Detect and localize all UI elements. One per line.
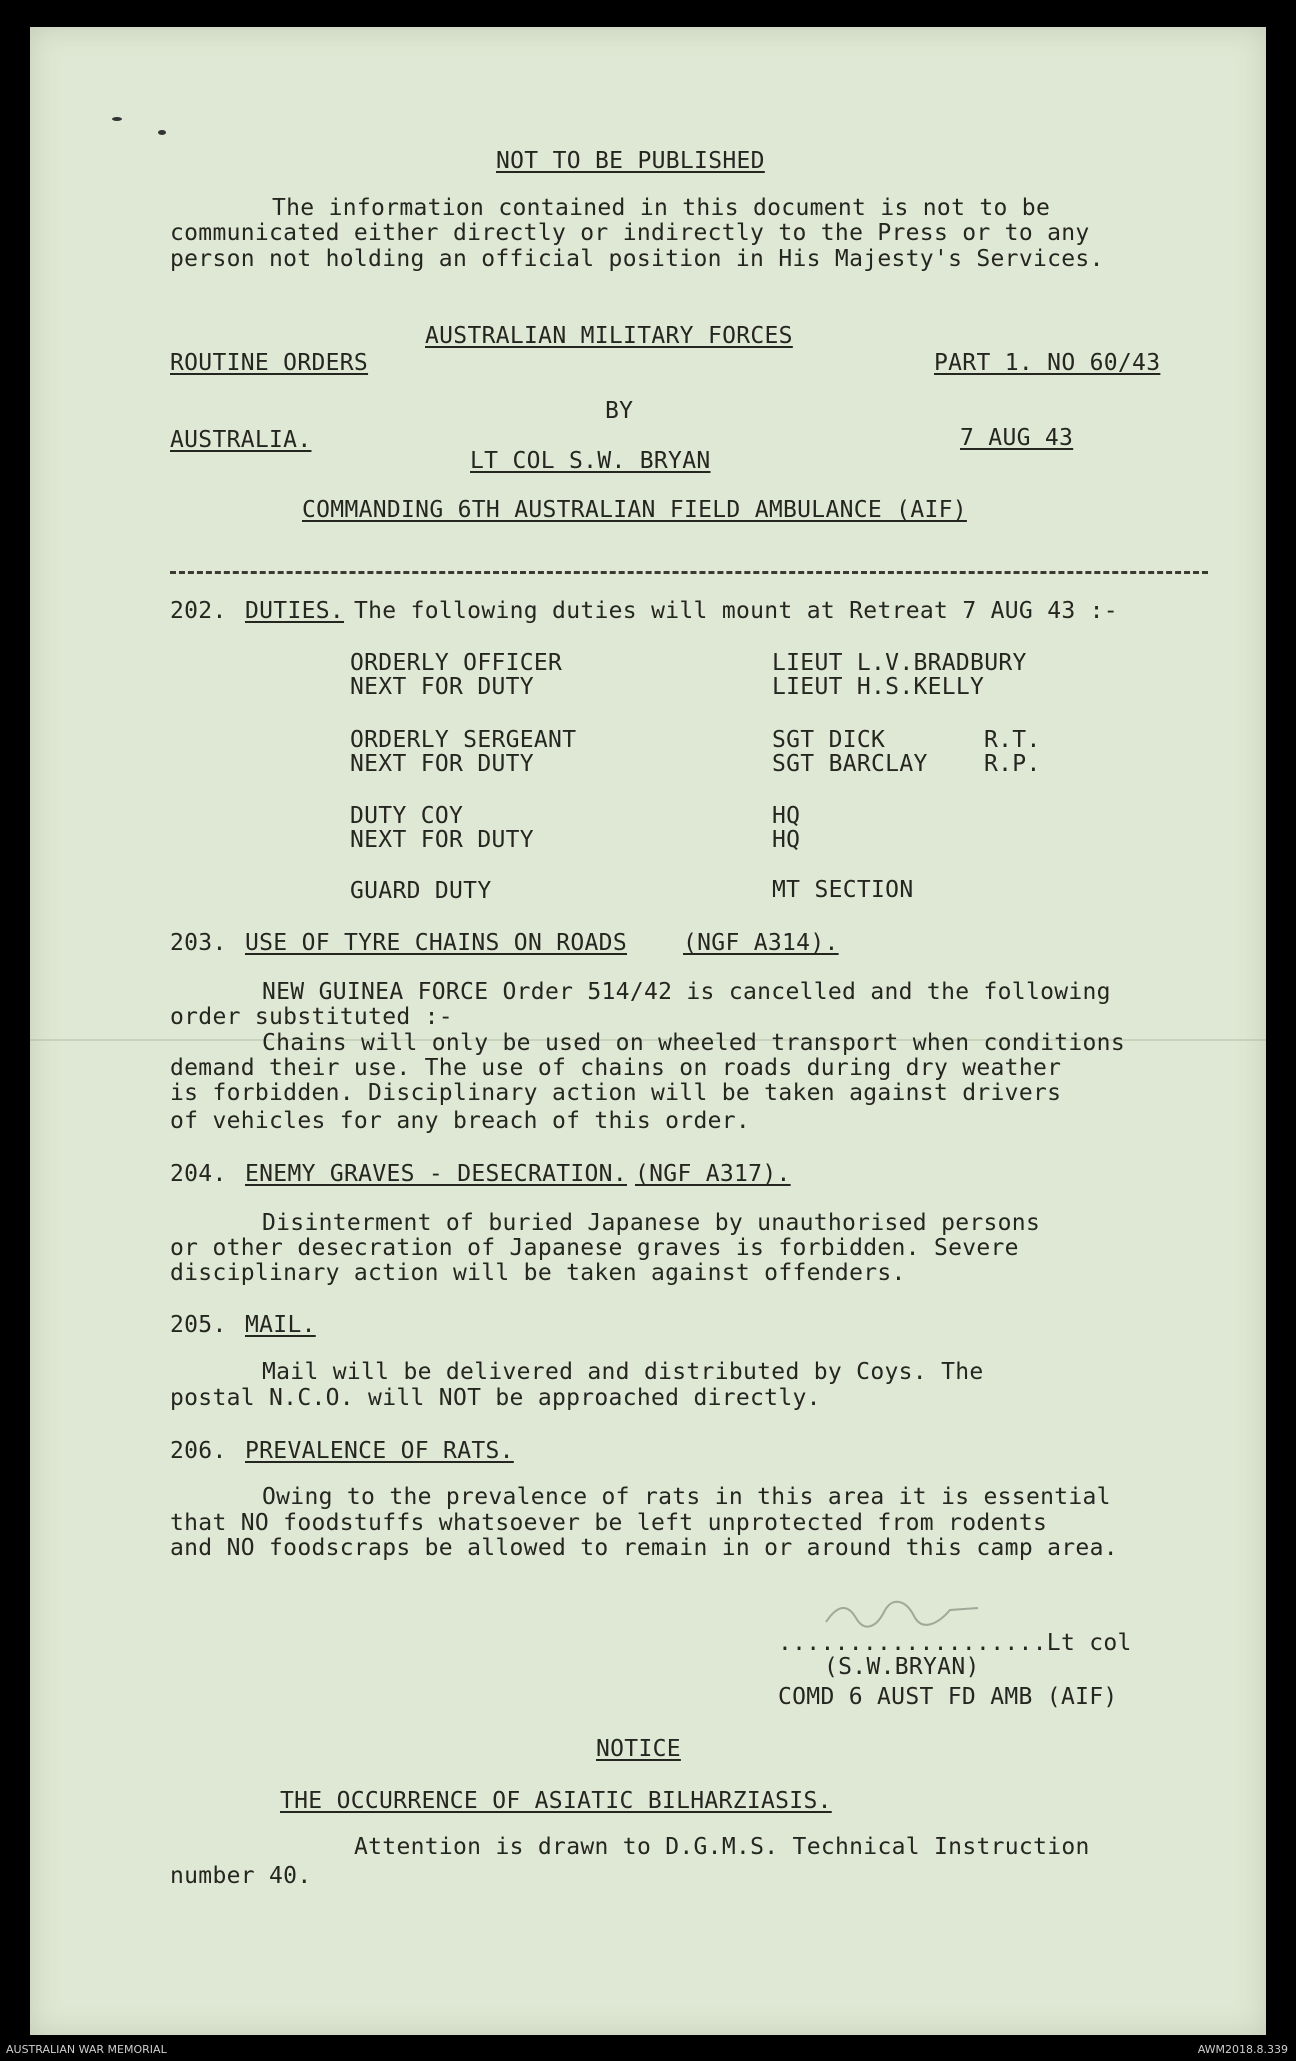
order-text: order substituted :-: [170, 1004, 453, 1030]
order-heading: DUTIES.: [245, 598, 345, 624]
signatory-name: (S.W.BRYAN): [824, 1654, 980, 1680]
restriction-line: The information contained in this document is not to be: [272, 195, 1051, 221]
order-text: disciplinary action will be taken against offenders.: [170, 1260, 906, 1286]
order-text: Owing to the prevalence of rats in this area it is essential: [262, 1484, 1111, 1510]
order-text: that NO foodstuffs whatsoever be left unprotected from rodents: [170, 1510, 1048, 1536]
order-text: is forbidden. Disciplinary action will be taken against drivers: [170, 1080, 1062, 1106]
restriction-line: person not holding an official position in His Majesty's Services.: [170, 246, 1104, 272]
duty-label: ORDERLY SERGEANT: [350, 727, 577, 753]
order-text: of vehicles for any breach of this order.: [170, 1108, 751, 1134]
notice-heading: NOTICE: [596, 1736, 681, 1762]
order-intro: The following duties will mount at Retreat 7 AUG 43 :-: [354, 598, 1118, 624]
order-text: Mail will be delivered and distributed by Coys. The: [262, 1359, 984, 1385]
duty-value: MT SECTION: [772, 877, 914, 903]
order-reference: (NGF A314).: [683, 930, 839, 956]
duty-value: SGT BARCLAY: [772, 751, 928, 777]
officer-name: LT COL S.W. BRYAN: [470, 448, 711, 474]
duty-extra: R.T.: [984, 727, 1041, 753]
order-text: or other desecration of Japanese graves is forbidden. Severe: [170, 1235, 1019, 1261]
order-type: ROUTINE ORDERS: [170, 350, 369, 376]
punch-mark: [112, 117, 122, 121]
order-date: 7 AUG 43: [960, 425, 1074, 451]
duty-value: LIEUT L.V.BRADBURY: [772, 650, 1027, 676]
organisation: AUSTRALIAN MILITARY FORCES: [425, 323, 793, 349]
section-divider: [170, 571, 1208, 574]
duty-label: GUARD DUTY: [350, 878, 492, 904]
order-heading: USE OF TYRE CHAINS ON ROADS: [245, 930, 627, 956]
footer-accession: AWM2018.8.339: [1197, 2043, 1288, 2056]
command-line: COMMANDING 6TH AUSTRALIAN FIELD AMBULANCE (AIF): [302, 497, 967, 523]
order-text: Chains will only be used on wheeled transport when conditions: [262, 1030, 1125, 1056]
duty-label: ORDERLY OFFICER: [350, 650, 563, 676]
restriction-line: communicated either directly or indirectly to the Press or to any: [170, 220, 1090, 246]
order-text: Disinterment of buried Japanese by unauthorised persons: [262, 1210, 1041, 1236]
duty-label: NEXT FOR DUTY: [350, 827, 534, 853]
order-heading: PREVALENCE OF RATS.: [245, 1438, 514, 1464]
by-line: BY: [605, 398, 634, 424]
notice-text: Attention is drawn to D.G.M.S. Technical Instruction: [354, 1834, 1090, 1860]
order-text: NEW GUINEA FORCE Order 514/42 is cancelled and the following: [262, 979, 1111, 1005]
order-heading: MAIL.: [245, 1312, 316, 1338]
duty-value: LIEUT H.S.KELLY: [772, 674, 985, 700]
duty-label: DUTY COY: [350, 803, 464, 829]
order-heading: ENEMY GRAVES - DESECRATION.: [245, 1161, 627, 1187]
notice-subject: THE OCCURRENCE OF ASIATIC BILHARZIASIS.: [280, 1788, 832, 1814]
order-number: 202.: [170, 598, 227, 624]
order-text: and NO foodscraps be allowed to remain in or around this camp area.: [170, 1535, 1118, 1561]
order-number: 205.: [170, 1312, 227, 1338]
duty-label: NEXT FOR DUTY: [350, 674, 534, 700]
duty-extra: R.P.: [984, 751, 1041, 777]
part-number: PART 1. NO 60/43: [934, 350, 1161, 376]
order-reference: (NGF A317).: [635, 1161, 791, 1187]
footer-source: AUSTRALIAN WAR MEMORIAL: [6, 2043, 167, 2056]
handwritten-signature: [818, 1594, 988, 1634]
duty-value: HQ: [772, 827, 801, 853]
duty-label: NEXT FOR DUTY: [350, 751, 534, 777]
restriction-heading: NOT TO BE PUBLISHED: [496, 148, 765, 174]
order-text: demand their use. The use of chains on roads during dry weather: [170, 1055, 1062, 1081]
duty-value: HQ: [772, 803, 801, 829]
order-number: 206.: [170, 1438, 227, 1464]
order-number: 203.: [170, 930, 227, 956]
order-number: 204.: [170, 1161, 227, 1187]
punch-mark: [158, 130, 166, 135]
signature-line: ...................Lt col: [778, 1630, 1132, 1656]
order-text: postal N.C.O. will NOT be approached directly.: [170, 1385, 821, 1411]
notice-text: number 40.: [170, 1863, 312, 1889]
signatory-title: COMD 6 AUST FD AMB (AIF): [778, 1684, 1118, 1710]
duty-value: SGT DICK: [772, 727, 886, 753]
location: AUSTRALIA.: [170, 427, 312, 453]
